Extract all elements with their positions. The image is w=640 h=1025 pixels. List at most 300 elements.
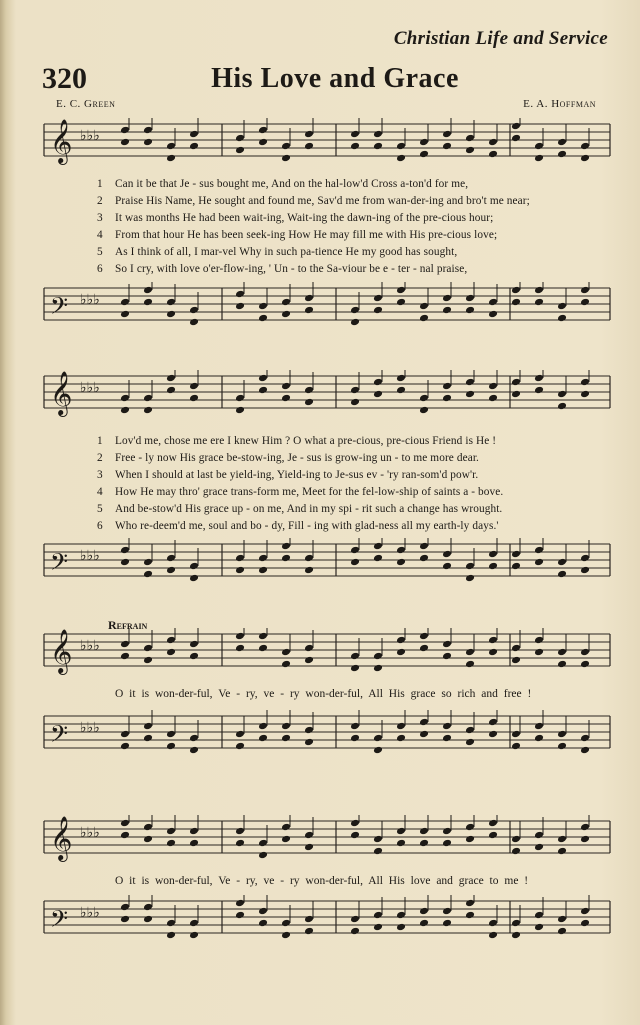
note-head (350, 386, 360, 395)
note-head (304, 294, 314, 303)
note-head (373, 378, 383, 387)
note-head (235, 394, 245, 403)
note-head (304, 130, 314, 139)
refrain-lyric-line1: O it is won-der-ful, Ve - ry, ve - ry won-der-ful, All His grace so rich and free ! (115, 688, 532, 700)
key-signature-flats-icon: ♭♭♭ (80, 638, 100, 654)
note-head (373, 923, 383, 932)
note-head (120, 652, 130, 661)
treble-clef-icon: 𝄞 (50, 119, 73, 163)
note-head (396, 286, 406, 295)
note-head (488, 298, 498, 307)
verse-line (97, 435, 496, 447)
verse-line (97, 229, 497, 241)
verse-text: Free - ly now His grace be-stow-ing, Je - sus is grow-ing un - to me more dear. (115, 452, 479, 464)
note-head (189, 931, 199, 940)
key-signature-flats-icon: ♭♭♭ (80, 548, 100, 564)
note-head (511, 931, 521, 940)
note-head (580, 746, 590, 755)
note-head (396, 911, 406, 920)
note-head (465, 294, 475, 303)
lyricist-credit: E. C. Green (56, 98, 116, 110)
verse-line (97, 452, 479, 464)
note-head (557, 150, 567, 159)
note-head (235, 632, 245, 641)
note-head (350, 398, 360, 407)
note-head (166, 142, 176, 151)
note-head (511, 286, 521, 295)
note-head (442, 839, 452, 848)
note-head (235, 406, 245, 415)
note-head (557, 835, 567, 844)
note-head (557, 927, 567, 936)
note-head (166, 730, 176, 739)
note-head (304, 831, 314, 840)
note-head (235, 899, 245, 908)
note-head (419, 730, 429, 739)
bass-staff-system2 (0, 538, 640, 598)
note-head (350, 819, 360, 828)
verse-number: 3 (97, 469, 103, 481)
note-head (143, 406, 153, 415)
note-head (534, 154, 544, 163)
treble-staff-refrain2 (0, 815, 640, 875)
note-head (488, 831, 498, 840)
note-head (189, 640, 199, 649)
note-head (350, 318, 360, 327)
note-head (580, 660, 590, 669)
note-head (373, 664, 383, 673)
note-head (488, 819, 498, 828)
note-head (442, 640, 452, 649)
note-head (281, 554, 291, 563)
note-head (396, 734, 406, 743)
note-head (235, 146, 245, 155)
note-head (235, 742, 245, 751)
verse-number: 3 (97, 212, 103, 224)
note-head (143, 915, 153, 924)
note-head (166, 298, 176, 307)
note-head (143, 903, 153, 912)
note-head (442, 722, 452, 731)
note-head (350, 734, 360, 743)
note-head (488, 382, 498, 391)
note-head (304, 306, 314, 315)
note-head (534, 831, 544, 840)
note-head (419, 150, 429, 159)
note-head (189, 746, 199, 755)
note-head (304, 843, 314, 852)
note-head (396, 722, 406, 731)
note-head (511, 644, 521, 653)
note-head (442, 652, 452, 661)
note-head (580, 142, 590, 151)
note-head (557, 558, 567, 567)
verse-number: 2 (97, 195, 103, 207)
note-head (189, 839, 199, 848)
note-head (258, 919, 268, 928)
note-head (373, 390, 383, 399)
note-head (258, 302, 268, 311)
note-head (488, 310, 498, 319)
treble-clef-icon: 𝄞 (50, 629, 73, 673)
verse-line (97, 520, 499, 532)
note-head (373, 734, 383, 743)
note-head (534, 298, 544, 307)
treble-clef-icon: 𝄞 (50, 816, 73, 860)
note-head (419, 632, 429, 641)
note-head (166, 636, 176, 645)
note-head (511, 298, 521, 307)
treble-staff-system1 (0, 118, 640, 178)
note-head (350, 722, 360, 731)
note-head (419, 827, 429, 836)
note-head (396, 386, 406, 395)
note-head (350, 915, 360, 924)
hymn-number: 320 (42, 62, 87, 95)
note-head (511, 122, 521, 131)
note-head (419, 406, 429, 415)
verse-text: It was months He had been wait-ing, Wait-ing the dawn-ing of the pre-cious hour; (115, 212, 494, 224)
note-head (465, 738, 475, 747)
note-head (304, 738, 314, 747)
note-head (235, 134, 245, 143)
note-head (143, 126, 153, 135)
treble-staff-system2 (0, 370, 640, 430)
note-head (373, 130, 383, 139)
note-head (488, 919, 498, 928)
verse-text: Can it be that Je - sus bought me, And on the hal-low'd Cross a-ton'd for me, (115, 178, 469, 190)
note-head (580, 734, 590, 743)
note-head (557, 138, 567, 147)
note-head (166, 827, 176, 836)
note-head (120, 903, 130, 912)
note-head (235, 827, 245, 836)
verse-line (97, 195, 530, 207)
note-head (350, 306, 360, 315)
note-head (304, 915, 314, 924)
note-head (143, 558, 153, 567)
note-head (258, 722, 268, 731)
note-head (281, 734, 291, 743)
verse-text: And be-stow'd His grace up - on me, And in my spi - rit such a change has wrought. (115, 503, 503, 515)
note-head (143, 570, 153, 579)
note-head (166, 374, 176, 383)
note-head (120, 546, 130, 555)
note-head (419, 718, 429, 727)
note-head (511, 390, 521, 399)
note-head (166, 566, 176, 575)
note-head (258, 554, 268, 563)
note-head (235, 644, 245, 653)
note-head (166, 648, 176, 657)
note-head (396, 558, 406, 567)
verse-number: 6 (97, 263, 103, 275)
note-head (465, 835, 475, 844)
note-head (235, 302, 245, 311)
note-head (373, 306, 383, 315)
note-head (396, 298, 406, 307)
note-head (465, 306, 475, 315)
note-head (120, 298, 130, 307)
note-head (304, 386, 314, 395)
section-title: Christian Life and Service (393, 28, 608, 49)
verse-number: 2 (97, 452, 103, 464)
note-head (488, 648, 498, 657)
note-head (465, 134, 475, 143)
note-head (281, 931, 291, 940)
bass-staff-system1 (0, 282, 640, 342)
verse-text: Praise His Name, He sought and found me, Sav'd me from wan-der-ing and bro't me near; (115, 195, 530, 207)
note-head (373, 554, 383, 563)
note-head (304, 554, 314, 563)
note-head (281, 142, 291, 151)
note-head (143, 722, 153, 731)
note-head (580, 154, 590, 163)
note-head (465, 378, 475, 387)
note-head (557, 660, 567, 669)
note-head (511, 835, 521, 844)
note-head (511, 919, 521, 928)
note-head (189, 562, 199, 571)
note-head (143, 394, 153, 403)
note-head (580, 390, 590, 399)
composer-credit: E. A. Hoffman (523, 98, 596, 110)
note-head (419, 554, 429, 563)
note-head (465, 574, 475, 583)
note-head (258, 314, 268, 323)
note-head (120, 742, 130, 751)
note-head (419, 919, 429, 928)
note-head (143, 656, 153, 665)
note-head (258, 138, 268, 147)
note-head (189, 318, 199, 327)
bass-clef-icon: 𝄢 (50, 292, 69, 325)
verse-number: 5 (97, 246, 103, 258)
note-head (511, 550, 521, 559)
verse-line (97, 212, 493, 224)
note-head (396, 648, 406, 657)
note-head (419, 542, 429, 551)
note-head (304, 726, 314, 735)
note-head (166, 386, 176, 395)
note-head (350, 546, 360, 555)
note-head (442, 919, 452, 928)
note-head (465, 648, 475, 657)
note-head (189, 394, 199, 403)
note-head (419, 138, 429, 147)
verse-number: 5 (97, 503, 103, 515)
note-head (488, 394, 498, 403)
note-head (189, 130, 199, 139)
note-head (281, 919, 291, 928)
note-head (235, 554, 245, 563)
note-head (120, 558, 130, 567)
note-head (120, 915, 130, 924)
note-head (350, 558, 360, 567)
note-head (281, 660, 291, 669)
note-head (465, 660, 475, 669)
verse-text: When I should at last be yield-ing, Yield-ing to Je-sus ev - 'ry ran-som'd pow'r. (115, 469, 479, 481)
note-head (511, 847, 521, 856)
note-head (258, 644, 268, 653)
note-head (534, 286, 544, 295)
note-head (534, 636, 544, 645)
note-head (419, 839, 429, 848)
verse-number: 4 (97, 486, 103, 498)
note-head (442, 294, 452, 303)
note-head (120, 831, 130, 840)
note-head (534, 386, 544, 395)
note-head (511, 378, 521, 387)
note-head (557, 648, 567, 657)
note-head (442, 734, 452, 743)
bass-clef-icon: 𝄢 (50, 548, 69, 581)
note-head (373, 652, 383, 661)
note-head (442, 907, 452, 916)
note-head (350, 927, 360, 936)
bass-staff-refrain2 (0, 895, 640, 955)
verse-line (97, 486, 503, 498)
bass-clef-icon: 𝄢 (50, 905, 69, 938)
note-head (258, 386, 268, 395)
note-head (396, 142, 406, 151)
note-head (120, 138, 130, 147)
note-head (143, 823, 153, 832)
note-head (281, 648, 291, 657)
note-head (166, 310, 176, 319)
note-head (166, 839, 176, 848)
verse-text: As I think of all, I mar-vel Why in such pa-tience He my good has sought, (115, 246, 458, 258)
note-head (396, 546, 406, 555)
note-head (511, 730, 521, 739)
note-head (557, 742, 567, 751)
note-head (442, 142, 452, 151)
note-head (143, 835, 153, 844)
note-head (189, 382, 199, 391)
note-head (143, 138, 153, 147)
note-head (304, 927, 314, 936)
note-head (258, 851, 268, 860)
note-head (534, 374, 544, 383)
note-head (442, 562, 452, 571)
note-head (235, 839, 245, 848)
verse-line (97, 263, 467, 275)
note-head (419, 394, 429, 403)
note-head (258, 907, 268, 916)
note-head (373, 746, 383, 755)
note-head (465, 146, 475, 155)
note-head (281, 722, 291, 731)
note-head (396, 374, 406, 383)
note-head (534, 734, 544, 743)
hymn-title: His Love and Grace (211, 63, 459, 94)
note-head (396, 827, 406, 836)
note-head (396, 636, 406, 645)
note-head (281, 835, 291, 844)
note-head (488, 636, 498, 645)
note-head (120, 819, 130, 828)
note-head (304, 142, 314, 151)
note-head (143, 734, 153, 743)
note-head (580, 286, 590, 295)
note-head (465, 823, 475, 832)
verse-line (97, 503, 502, 515)
note-head (373, 847, 383, 856)
note-head (534, 558, 544, 567)
note-head (166, 554, 176, 563)
verse-text: Who re-deem'd me, soul and bo - dy, Fill - ing with glad-ness all my earth-ly days.' (115, 520, 499, 532)
note-head (557, 915, 567, 924)
verse-number: 6 (97, 520, 103, 532)
bass-staff-refrain1 (0, 710, 640, 770)
note-head (557, 314, 567, 323)
note-head (281, 154, 291, 163)
note-head (189, 919, 199, 928)
verse-text: From that hour He has been seek-ing How He may fill me with His pre-cious love; (115, 229, 498, 241)
note-head (350, 142, 360, 151)
note-head (143, 286, 153, 295)
note-head (580, 823, 590, 832)
note-head (235, 730, 245, 739)
note-head (120, 730, 130, 739)
note-head (281, 298, 291, 307)
note-head (465, 726, 475, 735)
note-head (281, 382, 291, 391)
verse-number: 4 (97, 229, 103, 241)
note-head (350, 130, 360, 139)
note-head (442, 130, 452, 139)
note-head (511, 742, 521, 751)
note-head (143, 298, 153, 307)
note-head (189, 142, 199, 151)
note-head (350, 652, 360, 661)
note-head (120, 126, 130, 135)
note-head (235, 911, 245, 920)
note-head (580, 648, 590, 657)
note-head (396, 154, 406, 163)
note-head (281, 394, 291, 403)
note-head (258, 126, 268, 135)
note-head (557, 402, 567, 411)
note-head (373, 142, 383, 151)
note-head (166, 154, 176, 163)
note-head (258, 734, 268, 743)
note-head (580, 378, 590, 387)
note-head (534, 546, 544, 555)
note-head (557, 570, 567, 579)
note-head (419, 314, 429, 323)
note-head (488, 138, 498, 147)
note-head (488, 562, 498, 571)
note-head (465, 899, 475, 908)
verse-text: How He may thro' grace trans-form me, Meet for the fel-low-ship of saints a - bove. (115, 486, 504, 498)
note-head (258, 374, 268, 383)
note-head (488, 550, 498, 559)
note-head (189, 652, 199, 661)
note-head (120, 640, 130, 649)
note-head (488, 150, 498, 159)
note-head (396, 839, 406, 848)
key-signature-flats-icon: ♭♭♭ (80, 720, 100, 736)
verse-number: 1 (97, 435, 103, 447)
note-head (189, 306, 199, 315)
note-head (534, 911, 544, 920)
treble-clef-icon: 𝄞 (50, 371, 73, 415)
note-head (166, 919, 176, 928)
key-signature-flats-icon: ♭♭♭ (80, 380, 100, 396)
note-head (580, 919, 590, 928)
key-signature-flats-icon: ♭♭♭ (80, 825, 100, 841)
